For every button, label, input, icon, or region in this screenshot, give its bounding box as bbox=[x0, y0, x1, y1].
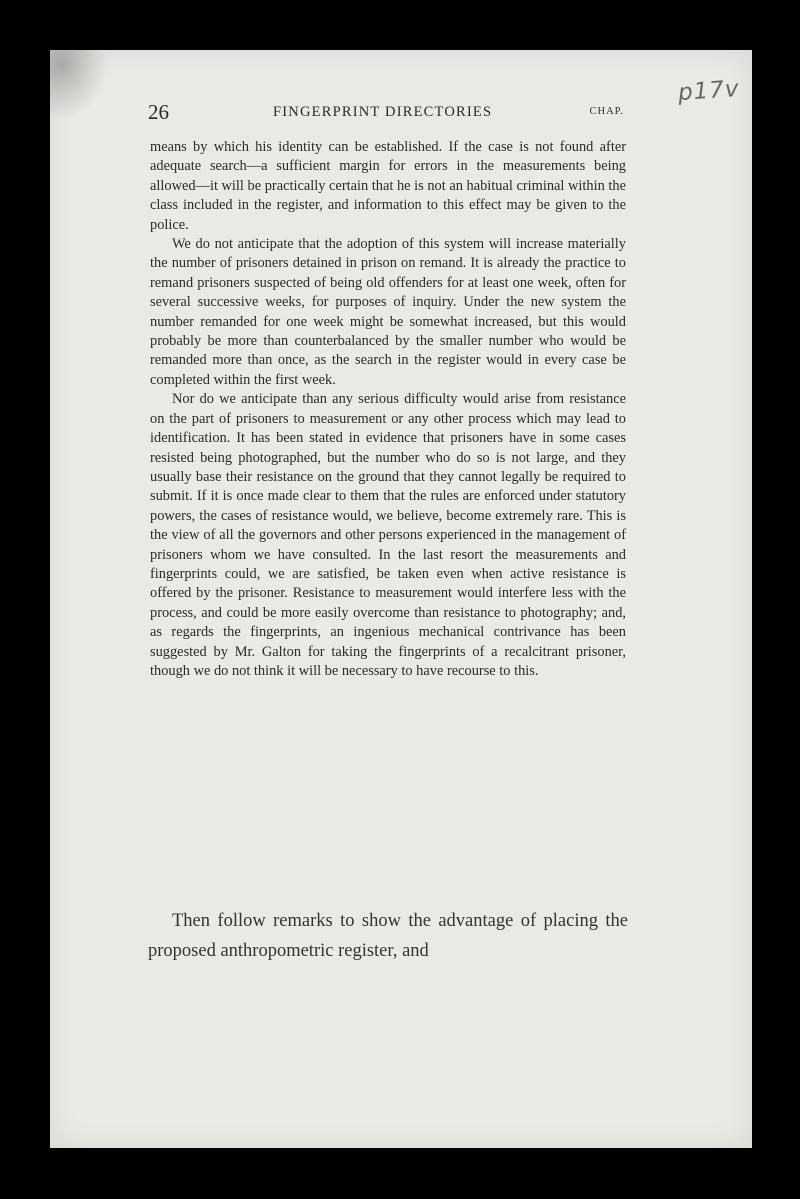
body-text bbox=[150, 138, 626, 681]
handwritten-page-note: p17v bbox=[677, 75, 741, 107]
paragraph: We do not anticipate that the adoption of this system will increase materially the number of prisoners detained in prison on remand. It is already the practice to remand prisoners suspected of being old offenders for at least one week, often for several successive weeks, for purposes of inquiry. Under the new system the number remanded for one week might be somewhat increased, but this would probably be more than counterbalanced by the smaller number who would be remanded more than once, as the search in the register would in every case be completed within the first week. bbox=[150, 236, 626, 388]
paragraph: Nor do we anticipate than any serious difficulty would arise from resistance on the part of prisoners to measurement or any other process which may lead to identification. It has been stated in evidence that prisoners have in some cases resisted being photographed, but the number who do so is not large, and they usually base their resistance on the ground that they cannot legally be required to submit. If it is once made clear to them that the rules are enforced under statutory powers, the cases of resistance would, we believe, become extremely rare. This is the view of all the governors and other persons experienced in the management of prisoners whom we have consulted. In the last resort the measurements and fingerprints could, we are satisfied, be taken even when active resistance is offered by the prisoner. Resistance to measurement would interfere less with the process, and could be more easily overcome than resistance to photography; and, as regards the fingerprints, an ingenious mechanical contrivance has been suggested by Mr. Galton for taking the fingerprints of a recalcitrant prisoner, though we do not think it will be necessary to have recourse to this. bbox=[150, 391, 626, 679]
running-head: FINGERPRINT DIRECTORIES bbox=[273, 104, 493, 120]
page-header bbox=[148, 100, 624, 124]
page-stain bbox=[50, 50, 108, 120]
followup-note: Then follow remarks to show the advantage of placing the proposed anthropometric register, and bbox=[148, 911, 628, 961]
paragraph: means by which his identity can be established. If the case is not found after adequate search—a sufficient margin for errors in the measurements being allowed—it will be practically certain that he is not an habitual criminal within the class included in the register, and information to this effect may be given to the police. bbox=[150, 139, 626, 233]
chapter-label: CHAP. bbox=[589, 106, 624, 117]
page-number: 26 bbox=[148, 100, 169, 124]
